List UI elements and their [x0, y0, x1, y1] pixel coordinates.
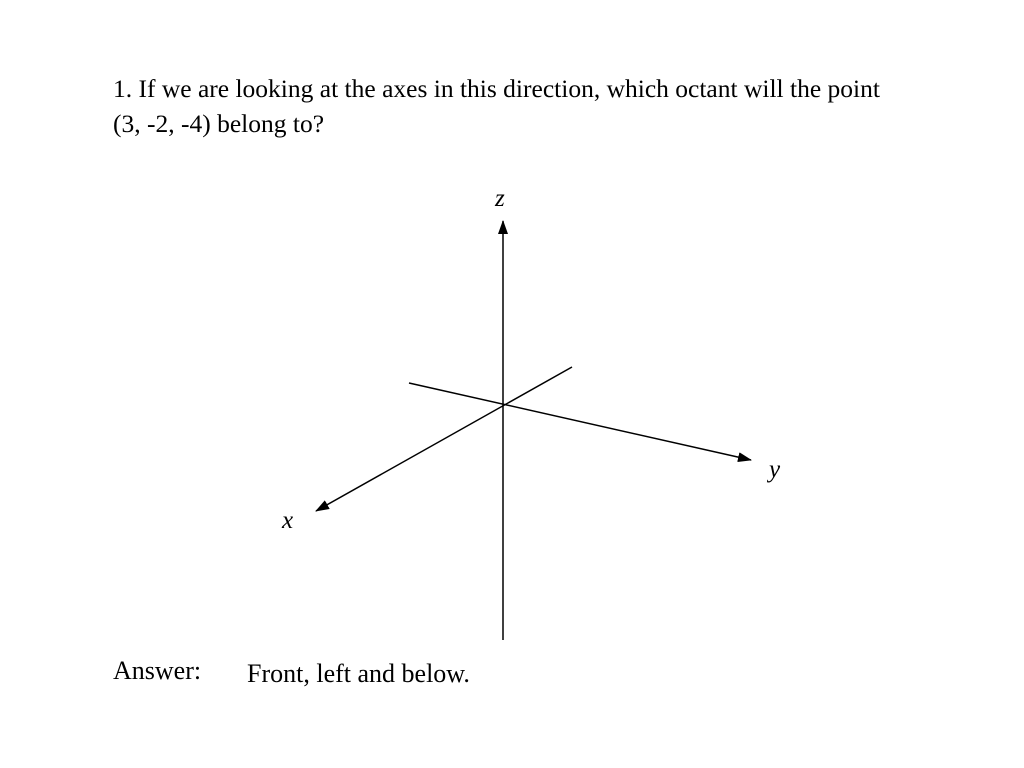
x-axis-line — [316, 367, 572, 511]
x-axis-label: x — [282, 507, 294, 534]
answer-label: Answer: — [113, 656, 202, 685]
question-text: 1. If we are looking at the axes in this direction, which octant will the point (3, -2, -4) belong to? — [113, 74, 880, 138]
z-axis-label: z — [495, 185, 505, 212]
answer-text: Front, left and below. — [247, 659, 470, 688]
y-axis-label: y — [769, 456, 781, 483]
y-axis-line — [409, 383, 751, 460]
